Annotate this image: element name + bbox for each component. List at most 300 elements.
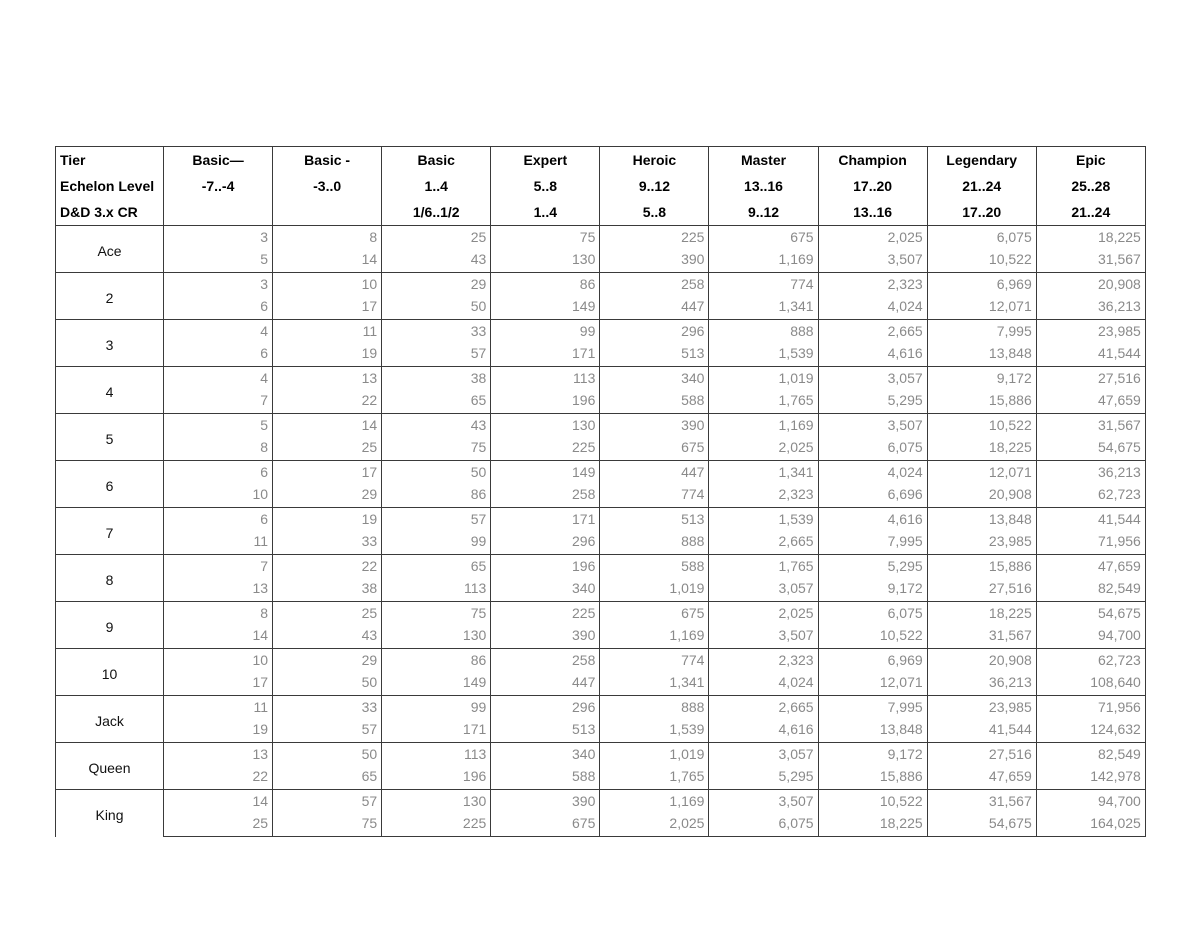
value-cell: 13 <box>164 577 273 602</box>
value-cell: 17 <box>273 461 382 484</box>
value-cell: 50 <box>382 295 491 320</box>
table-row-secondary <box>56 295 1146 320</box>
value-cell: 6,969 <box>927 273 1036 296</box>
value-cell: 1,169 <box>600 790 709 813</box>
value-cell: 15,886 <box>927 389 1036 414</box>
card-label: King <box>56 790 164 837</box>
value-cell: 13 <box>273 367 382 390</box>
header-cell <box>164 199 273 226</box>
value-cell: 99 <box>491 320 600 343</box>
value-cell: 7 <box>164 555 273 578</box>
value-cell: 12,071 <box>927 295 1036 320</box>
value-cell: 296 <box>600 320 709 343</box>
value-cell: 31,567 <box>927 624 1036 649</box>
value-cell: 513 <box>600 508 709 531</box>
value-cell: 20,908 <box>1036 273 1145 296</box>
value-cell: 8 <box>273 226 382 249</box>
value-cell: 888 <box>600 530 709 555</box>
header-cell <box>273 199 382 226</box>
value-cell: 2,323 <box>709 483 818 508</box>
value-cell: 29 <box>273 483 382 508</box>
value-cell: 1,539 <box>600 718 709 743</box>
value-cell: 50 <box>273 671 382 696</box>
value-cell: 9,172 <box>818 577 927 602</box>
value-cell: 447 <box>600 461 709 484</box>
value-cell: 113 <box>491 367 600 390</box>
header-cell: Basic - <box>273 147 382 174</box>
value-cell: 588 <box>600 389 709 414</box>
card-label: Jack <box>56 696 164 743</box>
header-cell: 17..20 <box>927 199 1036 226</box>
table-row-secondary <box>56 530 1146 555</box>
value-cell: 47,659 <box>927 765 1036 790</box>
value-cell: 22 <box>273 389 382 414</box>
value-cell: 3,507 <box>818 414 927 437</box>
value-cell: 14 <box>273 248 382 273</box>
table-row-secondary <box>56 436 1146 461</box>
table-row <box>56 367 1146 390</box>
value-cell: 10,522 <box>818 790 927 813</box>
header-cell: Champion <box>818 147 927 174</box>
value-cell: 7,995 <box>927 320 1036 343</box>
table-row-secondary <box>56 248 1146 273</box>
value-cell: 340 <box>491 577 600 602</box>
value-cell: 1,169 <box>709 414 818 437</box>
table-body <box>56 226 1146 837</box>
value-cell: 25 <box>273 436 382 461</box>
value-cell: 4 <box>164 367 273 390</box>
card-label: 9 <box>56 602 164 649</box>
value-cell: 6,075 <box>927 226 1036 249</box>
value-cell: 62,723 <box>1036 483 1145 508</box>
value-cell: 3,507 <box>818 248 927 273</box>
value-cell: 1,765 <box>709 555 818 578</box>
value-cell: 340 <box>491 743 600 766</box>
value-cell: 86 <box>382 483 491 508</box>
value-cell: 54,675 <box>1036 436 1145 461</box>
value-cell: 6 <box>164 295 273 320</box>
value-cell: 4,024 <box>709 671 818 696</box>
value-cell: 774 <box>600 649 709 672</box>
table-row <box>56 226 1146 249</box>
value-cell: 50 <box>273 743 382 766</box>
value-cell: 25 <box>164 812 273 837</box>
value-cell: 29 <box>382 273 491 296</box>
value-cell: 675 <box>600 436 709 461</box>
value-cell: 196 <box>382 765 491 790</box>
value-cell: 225 <box>600 226 709 249</box>
value-cell: 4 <box>164 320 273 343</box>
value-cell: 2,323 <box>709 649 818 672</box>
value-cell: 296 <box>491 696 600 719</box>
table-row <box>56 743 1146 766</box>
table-row <box>56 555 1146 578</box>
value-cell: 22 <box>273 555 382 578</box>
value-cell: 54,675 <box>1036 602 1145 625</box>
table-row <box>56 508 1146 531</box>
value-cell: 57 <box>273 718 382 743</box>
value-cell: 1,019 <box>709 367 818 390</box>
value-cell: 65 <box>382 389 491 414</box>
value-cell: 675 <box>600 602 709 625</box>
table-row <box>56 461 1146 484</box>
table-header <box>56 147 1146 226</box>
value-cell: 258 <box>491 483 600 508</box>
value-cell: 2,025 <box>709 436 818 461</box>
header-cell: 13..16 <box>818 199 927 226</box>
value-cell: 41,544 <box>1036 342 1145 367</box>
value-cell: 113 <box>382 577 491 602</box>
value-cell: 50 <box>382 461 491 484</box>
card-label: 4 <box>56 367 164 414</box>
value-cell: 11 <box>164 530 273 555</box>
value-cell: 11 <box>273 320 382 343</box>
value-cell: 1,765 <box>600 765 709 790</box>
value-cell: 130 <box>382 790 491 813</box>
header-row-label: Tier <box>56 147 164 174</box>
value-cell: 18,225 <box>1036 226 1145 249</box>
value-cell: 14 <box>164 790 273 813</box>
value-cell: 10 <box>273 273 382 296</box>
value-cell: 149 <box>382 671 491 696</box>
value-cell: 196 <box>491 555 600 578</box>
value-cell: 108,640 <box>1036 671 1145 696</box>
value-cell: 296 <box>491 530 600 555</box>
header-cell: 25..28 <box>1036 173 1145 199</box>
value-cell: 15,886 <box>818 765 927 790</box>
value-cell: 258 <box>491 649 600 672</box>
header-cell: 5..8 <box>491 173 600 199</box>
table-row-secondary <box>56 624 1146 649</box>
header-cell: Expert <box>491 147 600 174</box>
value-cell: 65 <box>382 555 491 578</box>
value-cell: 130 <box>491 248 600 273</box>
header-cell: -7..-4 <box>164 173 273 199</box>
value-cell: 43 <box>273 624 382 649</box>
value-cell: 31,567 <box>1036 248 1145 273</box>
value-cell: 6,075 <box>818 436 927 461</box>
value-cell: 2,665 <box>818 320 927 343</box>
value-cell: 57 <box>382 342 491 367</box>
value-cell: 774 <box>600 483 709 508</box>
value-cell: 1,765 <box>709 389 818 414</box>
value-cell: 171 <box>491 508 600 531</box>
header-cell: 1..4 <box>491 199 600 226</box>
header-cell: 17..20 <box>818 173 927 199</box>
value-cell: 8 <box>164 602 273 625</box>
value-cell: 99 <box>382 696 491 719</box>
value-cell: 390 <box>491 790 600 813</box>
header-cell: Epic <box>1036 147 1145 174</box>
value-cell: 1,019 <box>600 577 709 602</box>
value-cell: 142,978 <box>1036 765 1145 790</box>
table-row <box>56 649 1146 672</box>
value-cell: 340 <box>600 367 709 390</box>
value-cell: 25 <box>273 602 382 625</box>
value-cell: 41,544 <box>927 718 1036 743</box>
card-label: Ace <box>56 226 164 273</box>
value-cell: 588 <box>491 765 600 790</box>
header-cell: 1..4 <box>382 173 491 199</box>
value-cell: 25 <box>382 226 491 249</box>
value-cell: 447 <box>600 295 709 320</box>
value-cell: 1,539 <box>709 342 818 367</box>
value-cell: 11 <box>164 696 273 719</box>
value-cell: 9,172 <box>818 743 927 766</box>
value-cell: 15,886 <box>927 555 1036 578</box>
card-label: Queen <box>56 743 164 790</box>
value-cell: 2,025 <box>709 602 818 625</box>
header-row-label: Echelon Level <box>56 173 164 199</box>
value-cell: 3,057 <box>818 367 927 390</box>
value-cell: 31,567 <box>1036 414 1145 437</box>
value-cell: 675 <box>491 812 600 837</box>
echelon-level-row <box>56 173 1146 199</box>
value-cell: 5 <box>164 248 273 273</box>
value-cell: 5,295 <box>709 765 818 790</box>
value-cell: 43 <box>382 248 491 273</box>
value-cell: 38 <box>382 367 491 390</box>
value-cell: 86 <box>491 273 600 296</box>
value-cell: 390 <box>491 624 600 649</box>
value-cell: 13,848 <box>927 508 1036 531</box>
table-row-secondary <box>56 342 1146 367</box>
xp-table <box>55 146 1146 837</box>
table-row <box>56 790 1146 813</box>
value-cell: 171 <box>382 718 491 743</box>
header-cell: Master <box>709 147 818 174</box>
card-label: 8 <box>56 555 164 602</box>
value-cell: 23,985 <box>1036 320 1145 343</box>
value-cell: 5,295 <box>818 555 927 578</box>
value-cell: 6,969 <box>818 649 927 672</box>
value-cell: 13 <box>164 743 273 766</box>
table-row <box>56 320 1146 343</box>
value-cell: 47,659 <box>1036 389 1145 414</box>
value-cell: 2,025 <box>600 812 709 837</box>
value-cell: 62,723 <box>1036 649 1145 672</box>
value-cell: 47,659 <box>1036 555 1145 578</box>
table-row-secondary <box>56 389 1146 414</box>
value-cell: 94,700 <box>1036 790 1145 813</box>
value-cell: 27,516 <box>1036 367 1145 390</box>
value-cell: 23,985 <box>927 696 1036 719</box>
value-cell: 4,616 <box>818 508 927 531</box>
table-row <box>56 602 1146 625</box>
value-cell: 10 <box>164 649 273 672</box>
header-cell: 5..8 <box>600 199 709 226</box>
value-cell: 1,019 <box>600 743 709 766</box>
value-cell: 447 <box>491 671 600 696</box>
value-cell: 1,539 <box>709 508 818 531</box>
value-cell: 27,516 <box>927 743 1036 766</box>
header-cell: 21..24 <box>1036 199 1145 226</box>
value-cell: 5,295 <box>818 389 927 414</box>
value-cell: 31,567 <box>927 790 1036 813</box>
table-row <box>56 696 1146 719</box>
value-cell: 41,544 <box>1036 508 1145 531</box>
value-cell: 171 <box>491 342 600 367</box>
value-cell: 14 <box>273 414 382 437</box>
card-label: 3 <box>56 320 164 367</box>
value-cell: 7,995 <box>818 530 927 555</box>
value-cell: 71,956 <box>1036 696 1145 719</box>
value-cell: 130 <box>382 624 491 649</box>
value-cell: 18,225 <box>927 436 1036 461</box>
value-cell: 6,696 <box>818 483 927 508</box>
value-cell: 43 <box>382 414 491 437</box>
value-cell: 10,522 <box>927 414 1036 437</box>
value-cell: 3,057 <box>709 577 818 602</box>
value-cell: 588 <box>600 555 709 578</box>
value-cell: 19 <box>164 718 273 743</box>
value-cell: 196 <box>491 389 600 414</box>
value-cell: 513 <box>491 718 600 743</box>
value-cell: 12,071 <box>818 671 927 696</box>
header-cell: Basic <box>382 147 491 174</box>
header-cell: 13..16 <box>709 173 818 199</box>
value-cell: 675 <box>709 226 818 249</box>
value-cell: 94,700 <box>1036 624 1145 649</box>
value-cell: 82,549 <box>1036 577 1145 602</box>
value-cell: 6 <box>164 461 273 484</box>
value-cell: 4,616 <box>818 342 927 367</box>
value-cell: 20,908 <box>927 649 1036 672</box>
value-cell: 23,985 <box>927 530 1036 555</box>
value-cell: 888 <box>709 320 818 343</box>
tier-row <box>56 147 1146 174</box>
value-cell: 38 <box>273 577 382 602</box>
value-cell: 33 <box>273 696 382 719</box>
table-row-secondary <box>56 671 1146 696</box>
value-cell: 4,024 <box>818 461 927 484</box>
value-cell: 1,341 <box>709 295 818 320</box>
value-cell: 27,516 <box>927 577 1036 602</box>
value-cell: 57 <box>273 790 382 813</box>
card-label: 2 <box>56 273 164 320</box>
value-cell: 33 <box>273 530 382 555</box>
value-cell: 71,956 <box>1036 530 1145 555</box>
value-cell: 1,169 <box>709 248 818 273</box>
value-cell: 513 <box>600 342 709 367</box>
header-cell: 21..24 <box>927 173 1036 199</box>
value-cell: 75 <box>382 436 491 461</box>
value-cell: 390 <box>600 248 709 273</box>
value-cell: 6 <box>164 508 273 531</box>
value-cell: 19 <box>273 342 382 367</box>
header-cell: Basic— <box>164 147 273 174</box>
value-cell: 12,071 <box>927 461 1036 484</box>
value-cell: 10,522 <box>818 624 927 649</box>
card-label: 5 <box>56 414 164 461</box>
value-cell: 36,213 <box>1036 461 1145 484</box>
value-cell: 2,025 <box>818 226 927 249</box>
value-cell: 54,675 <box>927 812 1036 837</box>
value-cell: 82,549 <box>1036 743 1145 766</box>
value-cell: 99 <box>382 530 491 555</box>
value-cell: 18,225 <box>818 812 927 837</box>
header-cell: Legendary <box>927 147 1036 174</box>
value-cell: 19 <box>273 508 382 531</box>
value-cell: 75 <box>273 812 382 837</box>
value-cell: 36,213 <box>927 671 1036 696</box>
value-cell: 3,057 <box>709 743 818 766</box>
value-cell: 36,213 <box>1036 295 1145 320</box>
value-cell: 113 <box>382 743 491 766</box>
header-cell: 9..12 <box>709 199 818 226</box>
value-cell: 6,075 <box>818 602 927 625</box>
value-cell: 2,665 <box>709 696 818 719</box>
value-cell: 225 <box>491 436 600 461</box>
value-cell: 258 <box>600 273 709 296</box>
value-cell: 22 <box>164 765 273 790</box>
table-row-secondary <box>56 483 1146 508</box>
dnd-cr-row <box>56 199 1146 226</box>
value-cell: 4,616 <box>709 718 818 743</box>
card-label: 6 <box>56 461 164 508</box>
value-cell: 124,632 <box>1036 718 1145 743</box>
value-cell: 57 <box>382 508 491 531</box>
value-cell: 164,025 <box>1036 812 1145 837</box>
header-cell: 1/6..1/2 <box>382 199 491 226</box>
value-cell: 130 <box>491 414 600 437</box>
value-cell: 13,848 <box>927 342 1036 367</box>
value-cell: 29 <box>273 649 382 672</box>
value-cell: 75 <box>382 602 491 625</box>
value-cell: 65 <box>273 765 382 790</box>
value-cell: 6,075 <box>709 812 818 837</box>
value-cell: 3 <box>164 273 273 296</box>
table-row-secondary <box>56 718 1146 743</box>
value-cell: 17 <box>164 671 273 696</box>
value-cell: 7,995 <box>818 696 927 719</box>
header-cell: Heroic <box>600 147 709 174</box>
value-cell: 86 <box>382 649 491 672</box>
card-label: 7 <box>56 508 164 555</box>
value-cell: 149 <box>491 461 600 484</box>
value-cell: 2,323 <box>818 273 927 296</box>
value-cell: 6 <box>164 342 273 367</box>
header-cell: 9..12 <box>600 173 709 199</box>
value-cell: 774 <box>709 273 818 296</box>
value-cell: 4,024 <box>818 295 927 320</box>
value-cell: 2,665 <box>709 530 818 555</box>
table-row <box>56 414 1146 437</box>
card-label: 10 <box>56 649 164 696</box>
value-cell: 10 <box>164 483 273 508</box>
value-cell: 18,225 <box>927 602 1036 625</box>
value-cell: 9,172 <box>927 367 1036 390</box>
value-cell: 1,341 <box>709 461 818 484</box>
header-cell: -3..0 <box>273 173 382 199</box>
value-cell: 8 <box>164 436 273 461</box>
value-cell: 3,507 <box>709 624 818 649</box>
value-cell: 1,169 <box>600 624 709 649</box>
value-cell: 225 <box>382 812 491 837</box>
value-cell: 10,522 <box>927 248 1036 273</box>
value-cell: 75 <box>491 226 600 249</box>
value-cell: 5 <box>164 414 273 437</box>
table-row <box>56 273 1146 296</box>
value-cell: 7 <box>164 389 273 414</box>
value-cell: 390 <box>600 414 709 437</box>
value-cell: 14 <box>164 624 273 649</box>
value-cell: 17 <box>273 295 382 320</box>
header-row-label: D&D 3.x CR <box>56 199 164 226</box>
value-cell: 888 <box>600 696 709 719</box>
value-cell: 1,341 <box>600 671 709 696</box>
table-row-secondary <box>56 577 1146 602</box>
